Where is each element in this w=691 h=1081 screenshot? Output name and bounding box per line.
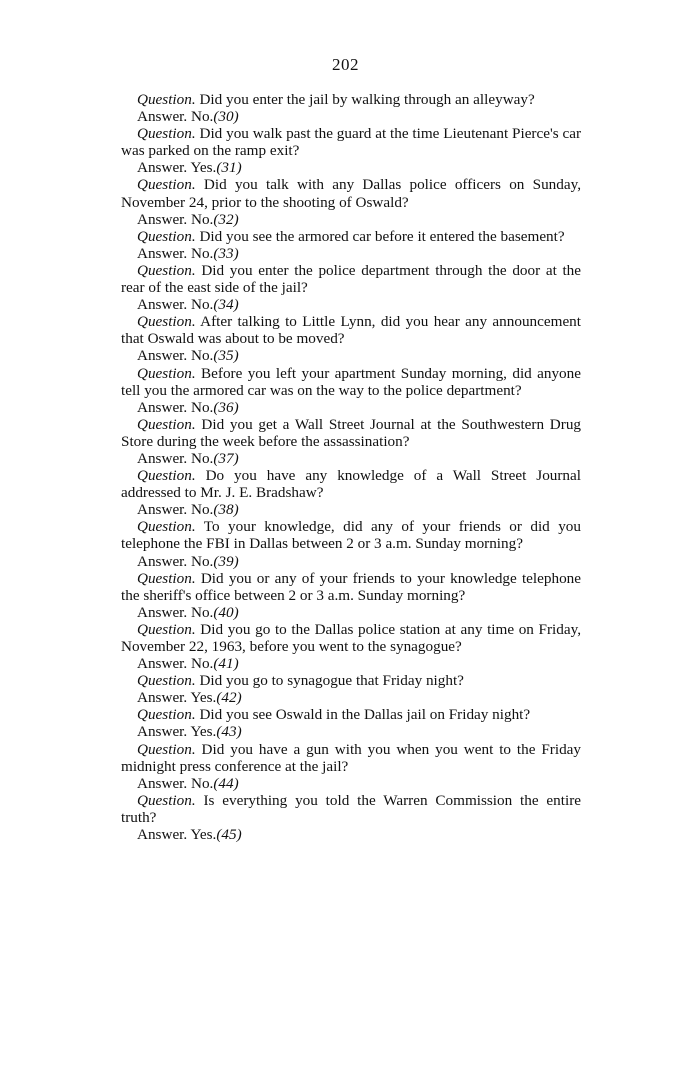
question-label: Question.: [137, 791, 196, 809]
question: [121, 741, 581, 775]
reference-number: (41): [213, 655, 239, 673]
answer: [121, 450, 581, 467]
qa-item: [121, 365, 581, 416]
reference-number: (37): [213, 449, 239, 467]
qa-transcript: [121, 91, 581, 843]
answer-text: No.: [191, 655, 214, 673]
question-text: Did you enter the police department through the door at the rear of the east side of the jail?: [121, 261, 582, 297]
question-label: Question.: [137, 125, 196, 143]
qa-item: [121, 706, 581, 740]
question-text: Did you talk with any Dallas police officers on Sunday, November 24, prior to the shooting of Oswald?: [121, 176, 582, 211]
question-text: Did you get a Wall Street Journal at the Southwestern Drug Store during the week before the assassination?: [121, 415, 582, 450]
question: [121, 706, 581, 723]
question-text: After talking to Little Lynn, did you hear any announcement that Oswald was about to be moved?: [121, 313, 581, 348]
qa-item: [121, 262, 581, 313]
question-label: Question.: [137, 740, 196, 758]
reference-number: (36): [213, 398, 239, 416]
qa-item: [121, 792, 581, 843]
page-number: 202: [332, 55, 359, 74]
answer-text: No.: [191, 296, 214, 314]
question-label: Question.: [137, 415, 196, 433]
answer: [121, 159, 581, 176]
question-label: Question.: [137, 364, 196, 382]
reference-number: (45): [216, 826, 242, 844]
question-label: Question.: [137, 91, 196, 108]
answer: [121, 347, 581, 364]
question-label: Question.: [137, 706, 196, 724]
question: [121, 621, 581, 655]
answer-label: Answer.: [137, 501, 188, 519]
qa-item: [121, 672, 581, 706]
question-label: Question.: [137, 518, 196, 536]
qa-item: [121, 621, 581, 672]
question: [121, 467, 581, 501]
answer: [121, 245, 581, 262]
answer: [121, 826, 581, 843]
reference-number: (39): [213, 552, 239, 570]
answer-text: No.: [191, 603, 214, 621]
answer-text: Yes.: [190, 689, 217, 707]
answer-text: No.: [191, 244, 214, 262]
answer: [121, 655, 581, 672]
question-text: Did you see the armored car before it entered the basement?: [199, 227, 565, 245]
answer-label: Answer.: [137, 689, 188, 707]
answer-text: No.: [191, 552, 214, 570]
reference-number: (43): [216, 723, 242, 741]
answer-text: No.: [191, 398, 214, 416]
answer-label: Answer.: [137, 210, 188, 228]
question: [121, 262, 581, 296]
question-text: Did you or any of your friends to your knowledge telephone the sheriff's office between 2 or 3 a.m. Sunday morning?: [121, 569, 581, 604]
answer-label: Answer.: [137, 398, 188, 416]
question-text: Did you see Oswald in the Dallas jail on Friday night?: [199, 706, 531, 724]
question-text: Did you have a gun with you when you went to the Friday midnight press conference at the jail?: [121, 740, 582, 775]
reference-number: (40): [213, 603, 239, 621]
reference-number: (30): [213, 108, 239, 126]
question-text: Is everything you told the Warren Commission the entire truth?: [121, 791, 582, 826]
question-text: Did you walk past the guard at the time Lieutenant Pierce's car was parked on the ramp exit?: [121, 125, 582, 160]
answer-label: Answer.: [137, 774, 188, 792]
question: [121, 416, 581, 450]
reference-number: (34): [213, 296, 239, 314]
question-text: Did you go to the Dallas police station at any time on Friday, November 22, 1963, before you went to the synagogue?: [121, 620, 581, 655]
answer: [121, 689, 581, 706]
question-text: Before you left your apartment Sunday morning, did anyone tell you the armored car was on the way to the police department?: [121, 364, 581, 399]
answer-text: Yes.: [190, 826, 217, 844]
answer-label: Answer.: [137, 723, 188, 741]
qa-item: [121, 228, 581, 262]
question: [121, 91, 581, 108]
question-label: Question.: [137, 313, 196, 331]
answer-label: Answer.: [137, 159, 188, 177]
qa-item: [121, 741, 581, 792]
answer-text: No.: [191, 501, 214, 519]
question: [121, 570, 581, 604]
answer-text: No.: [191, 449, 214, 467]
answer: [121, 296, 581, 313]
question: [121, 125, 581, 159]
answer: [121, 399, 581, 416]
question-label: Question.: [137, 176, 196, 194]
reference-number: (31): [216, 159, 242, 177]
qa-item: [121, 570, 581, 621]
question-text: Did you enter the jail by walking through an alleyway?: [199, 91, 535, 108]
question-label: Question.: [137, 569, 196, 587]
answer-label: Answer.: [137, 108, 188, 126]
question: [121, 518, 581, 552]
reference-number: (42): [216, 689, 242, 707]
answer-label: Answer.: [137, 347, 188, 365]
question-label: Question.: [137, 467, 196, 485]
answer-label: Answer.: [137, 296, 188, 314]
qa-item: [121, 313, 581, 364]
answer-text: No.: [191, 108, 214, 126]
question-label: Question.: [137, 672, 196, 690]
question: [121, 313, 581, 347]
answer-label: Answer.: [137, 826, 188, 844]
question-text: To your knowledge, did any of your friends or did you telephone the FBI in Dallas between 2 or 3 a.m. Sunday morning?: [121, 518, 581, 553]
question-label: Question.: [137, 620, 196, 638]
question: [121, 792, 581, 826]
question: [121, 365, 581, 399]
qa-item: [121, 518, 581, 569]
qa-item: [121, 91, 581, 125]
question: [121, 176, 581, 210]
answer: [121, 604, 581, 621]
answer: [121, 501, 581, 518]
reference-number: (44): [213, 774, 239, 792]
answer-text: No.: [191, 774, 214, 792]
question-text: Do you have any knowledge of a Wall Street Journal addressed to Mr. J. E. Bradshaw?: [121, 467, 581, 502]
question-label: Question.: [137, 261, 196, 279]
qa-item: [121, 125, 581, 176]
answer-label: Answer.: [137, 655, 188, 673]
reference-number: (33): [213, 244, 239, 262]
answer-label: Answer.: [137, 603, 188, 621]
answer: [121, 775, 581, 792]
answer-label: Answer.: [137, 449, 188, 467]
answer: [121, 211, 581, 228]
answer-text: Yes.: [190, 723, 217, 741]
reference-number: (38): [213, 501, 239, 519]
question: [121, 228, 581, 245]
answer-label: Answer.: [137, 244, 188, 262]
qa-item: [121, 176, 581, 227]
answer: [121, 553, 581, 570]
answer-text: No.: [191, 347, 214, 365]
answer: [121, 723, 581, 740]
answer: [121, 108, 581, 125]
question-label: Question.: [137, 227, 196, 245]
question: [121, 672, 581, 689]
answer-label: Answer.: [137, 552, 188, 570]
answer-text: No.: [191, 210, 214, 228]
qa-item: [121, 467, 581, 518]
reference-number: (35): [213, 347, 239, 365]
qa-item: [121, 416, 581, 467]
reference-number: (32): [213, 210, 239, 228]
answer-text: Yes.: [190, 159, 217, 177]
question-text: Did you go to synagogue that Friday night?: [199, 672, 464, 690]
